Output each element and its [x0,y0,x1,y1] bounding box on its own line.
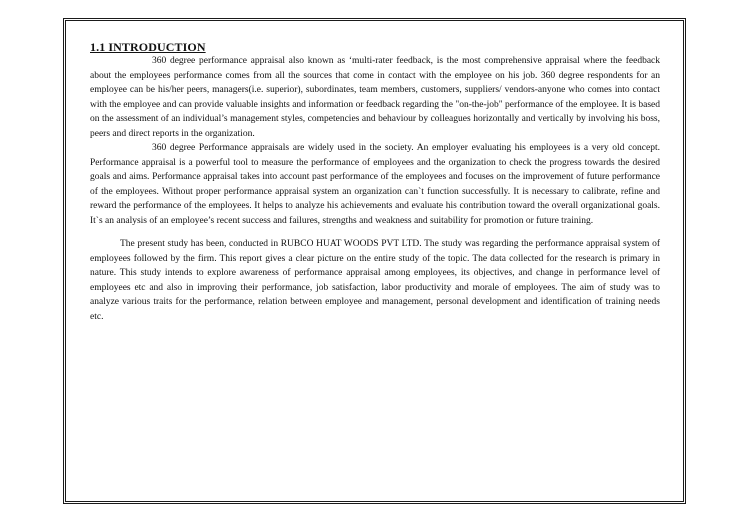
paragraph-2: 360 degree Performance appraisals are widely used in the society. An employer evaluating his employees is a very old concept. Performance appraisal is a powerful tool to measure the performance of employees and the organization to check the progress towards the desired goals and aims. Performance appraisal takes into account past performance of the employees and focuses on the improvement of future performance of the employees. Without proper performance appraisal system an organization can`t function successfully. It is necessary to calibrate, refine and reward the performance of the employees. It helps to analyze his achievements and evaluate his contribution toward the overall organizational goals. It`s an analysis of an employee’s recent success and failures, strengths and weakness and suitability for promotion or future training. [90,143,660,226]
paragraph-1: 360 degree performance appraisal also known as ‘multi-rater feedback, is the most comprehensive appraisal where the feedback about the employees performance comes from all the sources that come in contact with the employee on his job. 360 degree respondents for an employee can be his/her peers, managers(i.e. superior), subordinates, team members, customers, suppliers/ vendors-anyone who comes into contact with the employee and can provide valuable insights and information or feedback regarding the "on-the-job" performance of the employee. It is based on the assessment of an individual’s management styles, competencies and behaviour by colleagues horizontally and vertically by involving his boss, peers and direct reports in the organization. [90,56,660,139]
paragraph-3: The present study has been, conducted in RUBCO HUAT WOODS PVT LTD. The study was regarding the performance appraisal system of employees followed by the firm. This report gives a clear picture on the entire study of the topic. The data collected for the research is primary in nature. This study intends to explore awareness of performance appraisal among employees, its objectives, and change in performance level of employees etc and also in improving their performance, job satisfaction, labor productivity and morale of employees. The aim of study was to analyze various traits for the performance, relation between employee and management, personal development and identification of training needs etc. [90,239,660,322]
section-heading: 1.1 INTRODUCTION [90,40,206,54]
document-body [90,40,660,324]
